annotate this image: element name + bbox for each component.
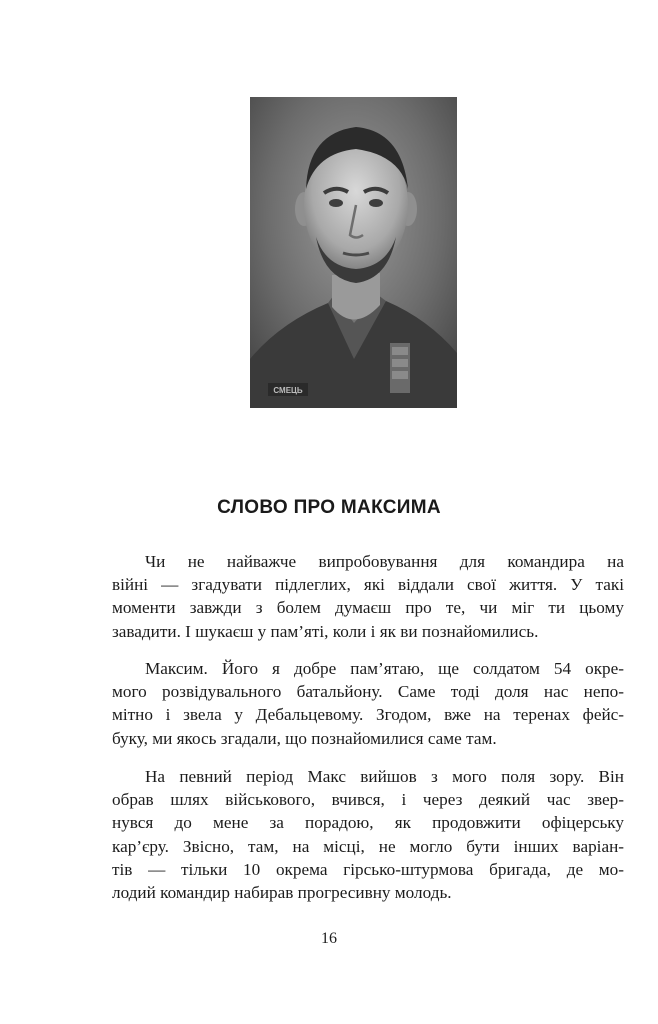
name-tape-text: СМЕЦЬ — [273, 386, 303, 395]
paragraph-line: обрав шлях військового, вчився, і через деякий час звер- — [112, 790, 624, 810]
paragraph-line: кар’єру. Звісно, там, на місці, не могло бути інших варіан- — [112, 836, 624, 856]
paragraph-line: На певний період Макс вийшов з мого поля зору. Він — [145, 767, 624, 786]
portrait-image — [250, 97, 457, 408]
paragraph-line: мітно і звела у Дебальцевому. Згодом, вже на теренах фейс- — [112, 705, 624, 725]
paragraph-line: нувся до мене за порадою, як продовжити офіцерську — [112, 813, 624, 833]
paragraph-line: Максим. Його я добре пам’ятаю, ще солдатом 54 окре- — [145, 659, 624, 678]
paragraph-1 — [112, 550, 624, 643]
paragraph-line: Чи не найважче випробовування для командира на — [145, 552, 624, 571]
chapter-heading: СЛОВО ПРО МАКСИМА — [217, 497, 441, 518]
paragraph-line: мого розвідувального батальйону. Саме тоді доля нас непо- — [112, 682, 624, 702]
paragraph-2 — [112, 657, 624, 750]
paragraph-line: завадити. І шукаєш у пам’яті, коли і як ви познайомились. — [112, 621, 539, 641]
paragraph-line: війні — згадувати підлеглих, які віддали свої життя. У такі — [112, 575, 624, 595]
paragraph-line: лодий командир набирав прогресивну молодь. — [112, 883, 452, 903]
paragraph-line: тів — тільки 10 окрема гірсько-штурмова бригада, де мо- — [112, 859, 624, 879]
paragraph-3 — [112, 765, 624, 904]
page-number: 16 — [321, 930, 337, 947]
portrait-photo — [250, 97, 457, 408]
paragraph-line: моменти завжди з болем думаєш про те, чи міг ти цьому — [112, 598, 624, 618]
paragraph-line: буку, ми якось згадали, що познайомилися саме там. — [112, 728, 497, 748]
